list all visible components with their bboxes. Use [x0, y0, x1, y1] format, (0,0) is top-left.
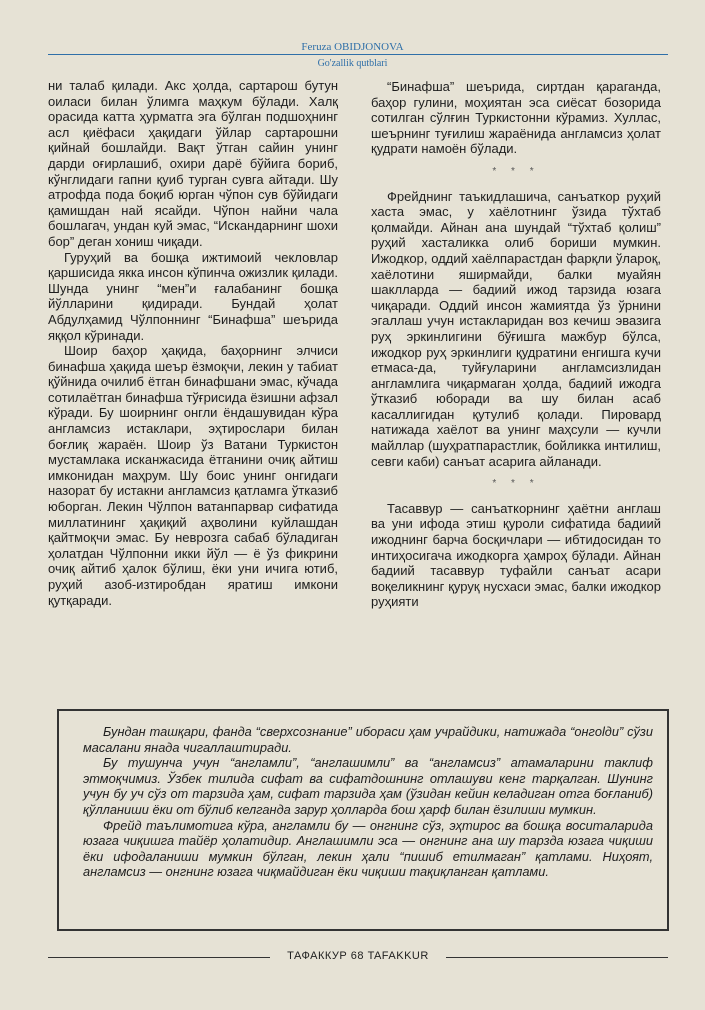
footer-page-label: ТАФАККУР 68 TAFAKKUR [287, 950, 429, 962]
footnote-box [57, 709, 669, 931]
left-column [48, 78, 338, 608]
right-paragraph-middle: Фрейднинг таъкидлашича, санъаткор руҳий хаста эмас, у хаёлотнинг ўзида тўхтаб қолмайди. Айнан ана шундай “тўхтаб қолиш” руҳий хасталикка олиб бориши мумкин. Ижодкор, оддий хаёлпарастдан фарқли ўлароқ, хаёлотини яширмайди, балки муайян шаклларда — бадиий ижод тарзида юзага чиқаради. Оддий инсон жамиятда ўз ўрнини эгаллаш учун истакларидан воз кечиш эвазига руҳ эркинлигини бўғишга мажбур бўлса, ижодкор руҳ эркинлиги қудратини енгишга кучи етмаса-да, туйғуларини англамсизлидан англамлига чиқармаган ҳолда, бадиий ижодга ўтказиб юборади ва шу билан асаб касаллигидан қутулиб қолади. Пировард натижада хаёлот ва унинг маҳсули — кучли майллар (шуҳратпарастлик, бойликка интилиш, севги каби) санъат асарига айланади. [371, 188, 661, 469]
note-paragraph-1: Бундан ташқари, фанда “сверхсознание” ибораси ҳам учрайдики, натижада “онгolди” сўзи масалани янада чигаллаштиради. [83, 724, 653, 755]
note-paragraph-2: Бу тушунча учун “англамли”, “англашимли” ва “англамсиз” атамаларини таклиф этмоқчимиз. Ўзбек тилида сифат ва сифатдошнинг отлашуви кенг тарқалган. Шунинг учун бу уч сўз от тарзида ҳам, сифат тарзида ҳам (ўзидан кейин келадиган отга боғланиб) қўлланиши ёки от бўлиб келганда зарур ҳолларда бош ҳарф билан ёзилиши мумкин. [83, 755, 653, 817]
page-footer [48, 950, 668, 964]
footer-rule-right [446, 957, 668, 958]
section-separator-2: * * * [492, 478, 540, 490]
right-column [371, 79, 661, 610]
running-header-author: Feruza OBIDJONOVA [301, 41, 404, 53]
header-rule [48, 54, 668, 55]
left-paragraph-2: Гуруҳий ва бошқа ижтимоий чекловлар қаршисида якка инсон кўпинча ожизлик қилади. Шунда унинг “мен”и ғалабанинг бошқа йўлларини қидиради. Бундай ҳолат Абдулҳамид Чўлпоннинг “Бинафша” шеърида яққол кўринади. [48, 249, 338, 343]
note-paragraph-3: Фрейд таълимотига кўра, англамли бу — онгнинг сўз, эҳтирос ва бошқа воситаларида юзага чиқишга тайёр ҳолатидир. Англашимли эса — онгнинг ана шу тарзда юзага чиқиши ёки ифодаланиши мумкин бўлган, лекин ҳали “пишиб етилмаган” қатлами. Ниҳоят, англамсиз — онгнинг юзага чиқмайдиган ёки чиқиши тақиқланган қатлами. [83, 817, 653, 880]
left-paragraph-1: ни талаб қилади. Акс ҳолда, сартарош бутун оиласи билан ўлимга маҳкум бўлади. Халқ орасида катта ҳурматга эга бўлган подшоҳнинг асл қиёфаси ҳақидаги ўйлар сартарошни қийнай бошлайди. Вақт ўтган сайин унинг дарди оғирлашиб, охири дарё бўйига бориб, кўнглидаги гапни қуиб турган сувга айтади. Шу атрофда пода боқиб юрган чўпон сув бўйидаги қамишдан най ясайди. Чўпон найни чала бошлагач, ундан куй эмас, “Искандарнинг шохи бор” деган хониш чиқади. [48, 78, 338, 249]
right-paragraph-intro: “Бинафша” шеърида, сиртдан қараганда, баҳор гулини, моҳиятан эса сиёсат бозорида сотилган сўлғин Туркистонни кўрамиз. Хуллас, шеърнинг туғилиш жараёнида англамсиз ҳолат қудрати намоён бўлади. [371, 79, 661, 157]
section-separator-1: * * * [492, 165, 540, 177]
right-paragraph-closing: Тасаввур — санъаткорнинг ҳаётни англаш ва уни ифода этиш қуроли сифатида бадиий ижоднинг барча босқичлари — ибтидосидан то интиҳосигача ижодкорга ҳамроҳ бўлади. Айнан бадиий тасаввур туфайли санъат асари воқеликнинг қуруқ нусхаси эмас, балки ижодкор руҳияти [371, 500, 661, 610]
left-paragraph-3: Шоир баҳор ҳақида, баҳорнинг элчиси бинафша ҳақида шеър ёзмоқчи, лекин у табиат қўйнида очилиб ётган бинафшани эмас, кўчада сотилаётган бинафша тўғрисида ёзишни афзал кўради. Бу шоирнинг онгли ёндашувидан кўра англамсиз истаклари, эҳтирослари билан боғлиқ жараён. Шоир ўз Ватани Туркистон мустамлака исканжасида ётганини очиқ айтиш имконидан маҳрум. Шу боис унинг онгидаги назорат бу истакни англамсиз қатламга ўтказиб юборган. Лекин Чўлпон ватанпарвар сифатида миллатининг ҳақиқий аҳволини куйлашдан қайтмоқчи эмас. Бу неврозга сабаб бўладиган ҳолатдан Чўлпонни икки йўл — ё ўз фикрини очиқ айтиб ҳалок бўлиш, ёки уни ичига ютиб, руҳий азоб-изтиробдан яратиш имкони қутқаради. [48, 343, 338, 608]
running-header-subtitle: Go'zallik qutblari [317, 58, 388, 69]
